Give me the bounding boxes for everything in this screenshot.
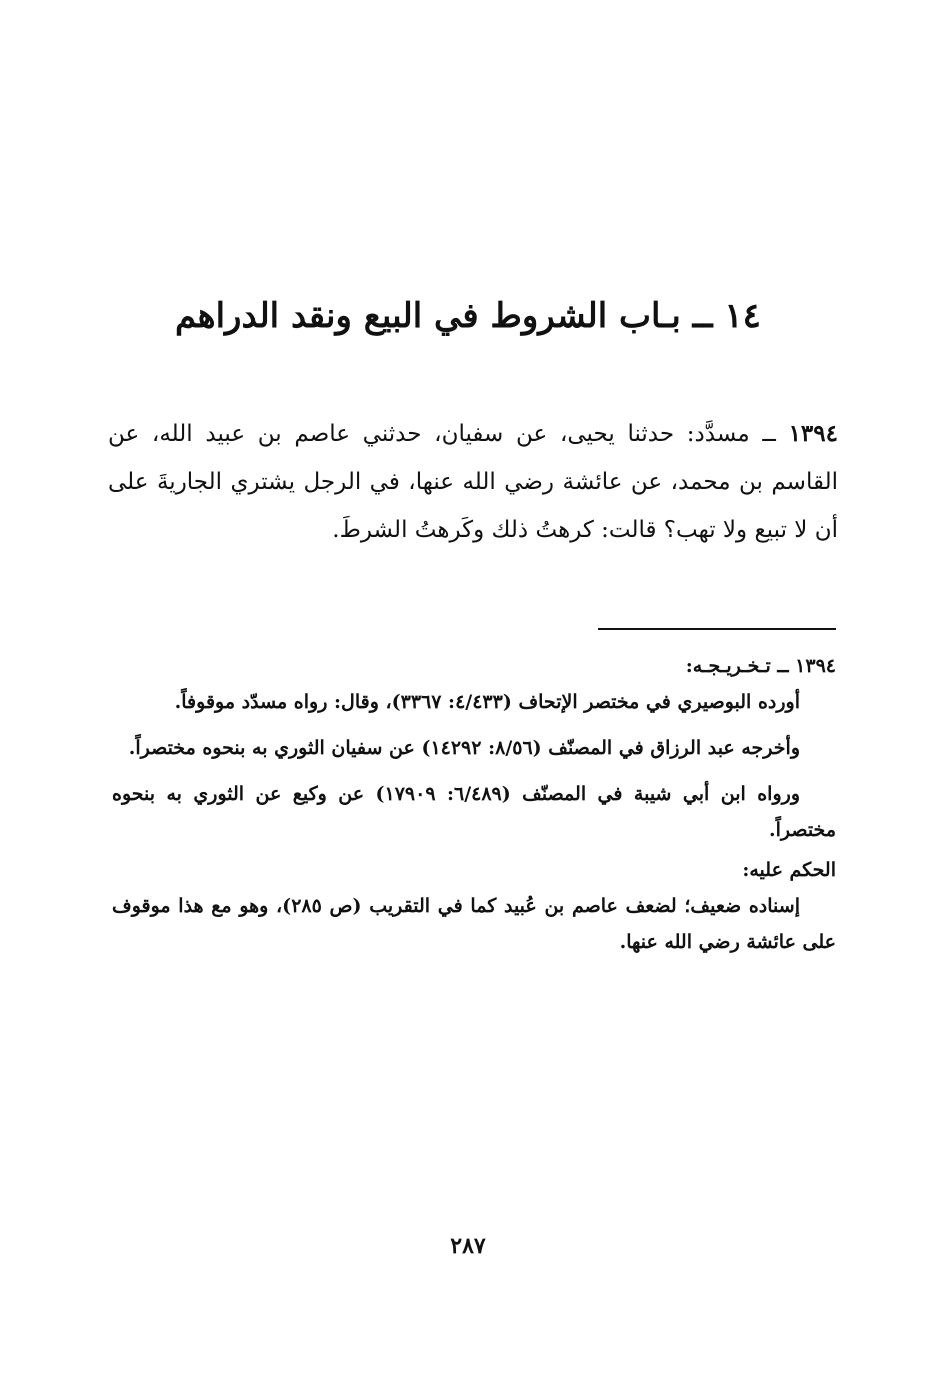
takhrij-heading: ١٣٩٤ ــ تـخـريـجـه:	[685, 655, 836, 677]
takhrij-paragraph-1: أورده البوصيري في مختصر الإتحاف (٤/٤٣٣: ٣٣٦٧)، وقال: رواه مسدّد موقوفاً.	[174, 691, 800, 713]
takhrij-paragraph-2: وأخرجه عبد الرزاق في المصنّف (٨/٥٦: ١٤٢٩٢) عن سفيان الثوري به بنحوه مختصراً.	[128, 737, 800, 759]
footnotes-block	[112, 648, 836, 960]
ruling-text: إسناده ضعيف؛ لضعف عاصم بن عُبيد كما في التقريب (ص ٢٨٥)، وهو مع هذا موقوف على عائشة رضي الله عنها.	[112, 895, 836, 953]
takhrij-paragraph-3: ورواه ابن أبي شيبة في المصنّف (٦/٤٨٩: ١٧٩٠٩) عن وكيع عن الثوري به بنحوه مختصراً.	[112, 783, 836, 841]
page-number: ٢٨٧	[450, 1233, 486, 1259]
hadith-number: ١٣٩٤	[788, 420, 838, 447]
footnote-separator	[598, 628, 836, 630]
ruling-heading: الحكم عليه:	[742, 859, 836, 881]
hadith-text-block	[108, 410, 838, 554]
chapter-title: ١٤ ــ بـاب الشروط في البيع ونقد الدراهم	[175, 296, 761, 336]
hadith-text: ــ مسدَّد: حدثنا يحيى، عن سفيان، حدثني عاصم بن عبيد الله، عن القاسم بن محمد، عن عائشة رضي الله عنها، في الرجل يشتري الجاريةَ على أن لا تبيع ولا تهب؟ قالت: كرهتُ ذلك وكَرهتُ الشرطَ.	[108, 421, 838, 543]
